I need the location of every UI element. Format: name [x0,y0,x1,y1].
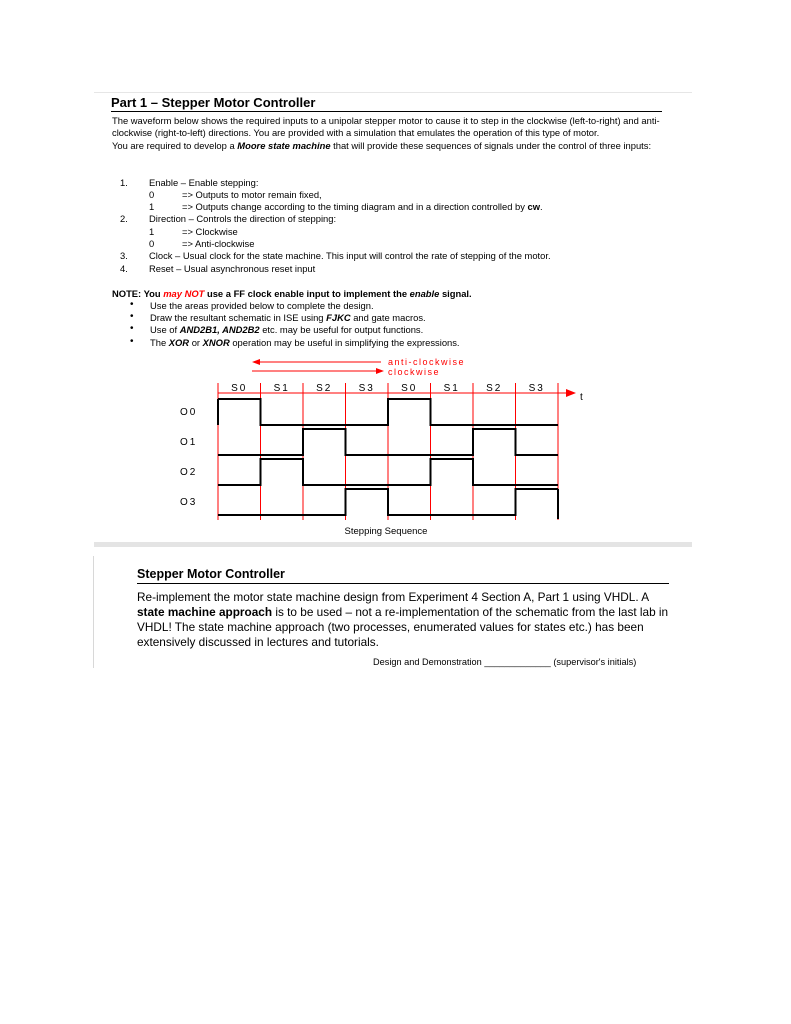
list-num: 1. [120,177,128,188]
state-label: S3 [358,383,375,394]
state-label: S2 [316,383,333,394]
intro-text: The waveform below shows the required inputs to a unipolar stepper motor to cause it to step in the clockwise (left-to-right) and anti-clockwise (right-to-left) directions. You are provided with a simulation that emulates the operation of this type of motor. [112,115,660,139]
part2-emphasis: state machine approach [137,605,273,619]
list-num: 0 [149,189,155,200]
part1-title: Part 1 – Stepper Motor Controller [111,95,662,112]
state-label: S0 [401,383,418,394]
signal-label: O1 [180,437,198,448]
list-text: => Clockwise [182,226,238,237]
signoff-line [373,657,636,667]
signal-label: O2 [180,467,198,478]
part2-body: Re-implement the motor state machine design from Experiment 4 Section A, Part 1 using VHDL. A state machine approach is to be used – not a re-implementation of the schematic from the last lab in VHDL! The state machine approach (two processes, enumerated values for states etc.) has been extensively discussed in lectures and tutorials. [137,590,669,649]
list-text: => Anti-clockwise [182,238,255,249]
bullet-icon: • [130,336,134,347]
note: NOTE: You may NOT use a FF clock enable input to implement the enable signal. [112,288,472,299]
clockwise-label: clockwise [388,367,441,377]
state-label: S2 [486,383,503,394]
state-label: S3 [528,383,545,394]
requirement-pre: You are required to develop a [112,139,238,151]
list-num: 1 [149,201,155,212]
requirement-emphasis: Moore state machine [237,139,331,151]
state-label: S1 [273,383,290,394]
list-text: => Outputs to motor remain fixed, [182,189,322,200]
list-num: 3. [120,250,128,261]
note-warning: may NOT [163,288,205,299]
bullet-icon: • [130,323,134,334]
signal-label: O3 [180,497,198,508]
list-num: 4. [120,263,128,274]
list-num: 2. [120,213,128,224]
anticlockwise-label: anti-clockwise [388,357,466,367]
state-label: S1 [443,383,460,394]
part2-title: Stepper Motor Controller [137,567,669,584]
chart-title: Stepping Sequence [344,526,428,537]
requirement-post: that will provide these sequences of signals under the control of three inputs: [330,139,652,151]
signoff-label: Design and Demonstration [373,657,482,667]
list-text: Enable – Enable stepping: [149,177,259,188]
list-text: => Outputs change according to the timing diagram and in a direction controlled by cw. [182,201,543,212]
bullet-icon: • [130,299,134,310]
list-text: Reset – Usual asynchronous reset input [149,263,316,274]
signal-label: O0 [180,407,198,418]
signoff-note: (supervisor's initials) [553,657,637,667]
bullet-icon: • [130,311,134,322]
part1-intro [112,115,660,152]
time-label: t [580,392,583,403]
state-label: S0 [231,383,248,394]
initials-field[interactable]: _____________ [484,657,551,667]
panel-border [93,556,94,668]
list-num: 0 [149,238,155,249]
list-text: Clock – Usual clock for the state machine. This input will control the rate of stepping of the motor. [149,250,551,261]
section-divider [94,542,692,547]
list-num: 1 [149,226,155,237]
list-text: Direction – Controls the direction of stepping: [149,213,337,224]
